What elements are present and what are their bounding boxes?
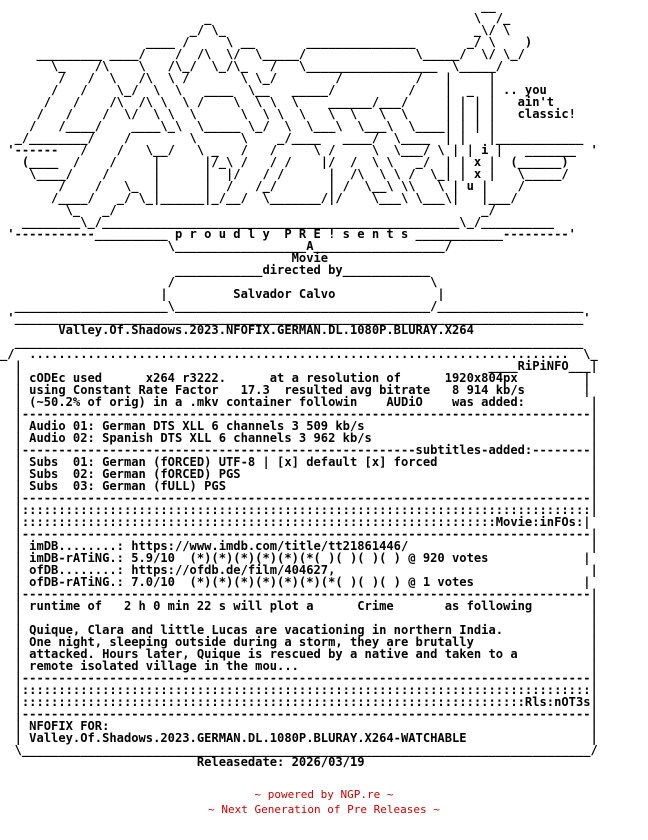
nfo-line: '-----------__________ p r o u d l y P R E ! s e n t s ____________---------' bbox=[0, 227, 576, 241]
nfo-line: | ____RiPiNFO___| bbox=[0, 359, 598, 373]
nfo-line: \____/ / | | |/ / / | /\ \ \ / \_| | x | \_____/ bbox=[0, 167, 569, 181]
nfo-line: |::::::::::::::::::::::::::::::::::::::::::::::::::::::::::::::::::::::::::::::| bbox=[0, 683, 598, 697]
nfo-line: |------------------------------------------------------------------------------| bbox=[0, 407, 598, 421]
nfo-line: | | bbox=[0, 611, 598, 625]
nfo-line: |:::::::::::::::::::::::::::::::::::::::::::::::::::::::::::::::::Movie:inFOs:| bbox=[0, 515, 591, 529]
nfo-line: \_ /\ \ /\_/ \_/\_ / \__________________ \_____/ bbox=[0, 59, 504, 73]
nfo-line: ________\_/_________________________________________________\_/__________ bbox=[0, 215, 555, 229]
nfo-line: ____ / \ __ _______________ _/ \ ) bbox=[0, 35, 533, 49]
nfo-line: | cODEc used x264 r3222. at a resolution of 1920x804px | bbox=[0, 371, 591, 385]
nfo-line: | runtime of 2 h 0 min 22 s will plot a Crime as following | bbox=[0, 599, 598, 613]
nfo-line: |------------------------------------------------------------------------------| bbox=[0, 527, 598, 541]
nfo-line: | Audio 02: Spanish DTS XLL 6 channels 3 962 kb/s | bbox=[0, 431, 598, 445]
nfo-line: | One night, sleeping outside during a storm, they are brutally | bbox=[0, 635, 598, 649]
nfo-line: '------ / / \__/ \ _ / / \ / \ \___/ \ | | i | _______ ' bbox=[0, 143, 598, 157]
nfo-line: (____ / / | |/_\ / / / |/ / \ \ _/ | | x | (______) bbox=[0, 155, 569, 169]
nfo-line: | Subs 03: German (fULL) PGS | bbox=[0, 479, 598, 493]
tagline-text: ~ Next Generation of Pre Releases ~ bbox=[208, 803, 440, 816]
nfo-line: |::::::::::::::::::::::::::::::::::::::::::::::::::::::::::::::::::::::::::::::| bbox=[0, 503, 598, 517]
nfo-line: | Salvador Calvo | bbox=[0, 287, 445, 301]
nfo-line: / / / \/ \ \ \ \ \ \ \ \ \ \ \ | | | | classic! bbox=[0, 107, 576, 121]
nfo-line: | using Constant Rate Factor 17.3 resulted avg bitrate 8 914 kb/s | bbox=[0, 383, 591, 397]
nfo-line: _/ .......................................................................... \_ bbox=[0, 347, 598, 361]
nfo-line: | remote isolated village in the mou... | bbox=[0, 659, 598, 673]
nfo-line: __ bbox=[0, 0, 496, 13]
tagline bbox=[0, 803, 648, 817]
nfo-line: / /____/ ____\_\ \_____ \_/ \ \___\ \___\ \____| | | | bbox=[0, 119, 496, 133]
nfo-line: ____________directed by____________ bbox=[0, 263, 431, 277]
nfo-line: | Valley.Of.Shadows.2023.GERMAN.DL.1080P.BLURAY.X264-WATCHABLE | bbox=[0, 731, 598, 745]
nfo-line: | Quique, Clara and little Lucas are vacationing in northern India. | bbox=[0, 623, 598, 637]
nfo-line: | attacked. Hours later, Quique is rescued by a native and taken to a | bbox=[0, 647, 598, 661]
nfo-line: /____/ _/ \_|______|_/__/ \_______/|/ \___\ \___\| |___/ bbox=[0, 191, 518, 205]
ngp-link[interactable]: NGP.re bbox=[340, 788, 381, 801]
nfo-line: \__________________A__________________/ bbox=[0, 239, 453, 253]
nfo-line: |------------------------------------------------------------------------------| bbox=[0, 587, 598, 601]
nfo-line: | NFOFIX FOR: | bbox=[0, 719, 598, 733]
nfo-line: |------------------------------------------------------------------------------| bbox=[0, 671, 598, 685]
nfo-line: |:::::::::::::::::::::::::::::::::::::::::::::::::::::::::::::::::::::Rls:nOT3s| bbox=[0, 695, 598, 709]
nfo-line: / / \_ | | / /_/ | / \__\ \\ \ | u | / bbox=[0, 179, 525, 193]
nfo-line: \______________________________________________________________________________/ bbox=[0, 743, 598, 757]
nfo-line: | ofDB-rATiNG.: 7.0/10 (*)(*)(*)(*)(*)(*)(*( )( )( ) @ 1 votes | bbox=[0, 575, 591, 589]
nfo-line: | (~50.2% of orig) in a .mkv container followin AUDiO was added: | bbox=[0, 395, 598, 409]
nfo-line: _____________________\___________________________________/____________________ bbox=[0, 299, 584, 313]
nfo-line: _/ \_ _\/ \ bbox=[0, 23, 511, 37]
nfo-line: / / /\ /\ \ \ / \ \ \ \ ______/___/ | | | | ain't bbox=[0, 95, 555, 109]
nfo-line: Valley.Of.Shadows.2023.NFOFIX.GERMAN.DL.1080P.BLURAY.X264 bbox=[0, 323, 474, 337]
nfo-line: | Subs 02: German (fORCED) PGS | bbox=[0, 467, 598, 481]
nfo-line: \_ _/ _/ bbox=[0, 203, 496, 217]
powered-by-line bbox=[0, 788, 648, 802]
nfo-line: ______________________________________________________________________________ bbox=[0, 335, 584, 349]
nfo-line: _________ ____/ / /\ \/ \_____/ \_____/ \/ \_/ bbox=[0, 47, 525, 61]
nfo-line: / / \_/ \ \ ____ \__ _____/ / | _ | .. you bbox=[0, 83, 547, 97]
nfo-line: | ofDB........: https://ofdb.de/film/404627, | bbox=[0, 563, 598, 577]
nfo-line: | Subs 01: German (fORCED) UTF-8 | [x] default [x] forced | bbox=[0, 455, 598, 469]
nfo-line: _/________/ / \ \ _/____ ____/ \____ | | |____________ bbox=[0, 131, 584, 145]
nfo-line: | imDB-rATiNG.: 5.9/10 (*)(*)(*)(*)(*)(*( )( )( )( ) @ 920 votes | bbox=[0, 551, 591, 565]
nfo-line: / / \ /\ \ / \ \_/ / / | | bbox=[0, 71, 496, 85]
powered-by-suffix: ~ bbox=[380, 788, 394, 801]
nfo-line: |------------------------------------------------------subtitles-added:--------| bbox=[0, 443, 598, 457]
nfo-line: |------------------------------------------------------------------------------| bbox=[0, 491, 598, 505]
powered-by-prefix: ~ powered by bbox=[254, 788, 341, 801]
nfo-line: '______________________________________________________________________________' bbox=[0, 311, 591, 325]
nfo-line: / \ bbox=[0, 275, 438, 289]
nfo-line: Movie bbox=[0, 251, 329, 265]
nfo-line: | Audio 01: German DTS XLL 6 channels 3 509 kb/s | bbox=[0, 419, 598, 433]
nfo-line: Releasedate: 2026/03/19 bbox=[0, 755, 365, 769]
nfo-line: |------------------------------------------------------------------------------| bbox=[0, 707, 598, 721]
nfo-line: | imDB........: https://www.imdb.com/title/tt21861446/ | bbox=[0, 539, 598, 553]
nfo-line: _ \ /_ bbox=[0, 11, 511, 25]
